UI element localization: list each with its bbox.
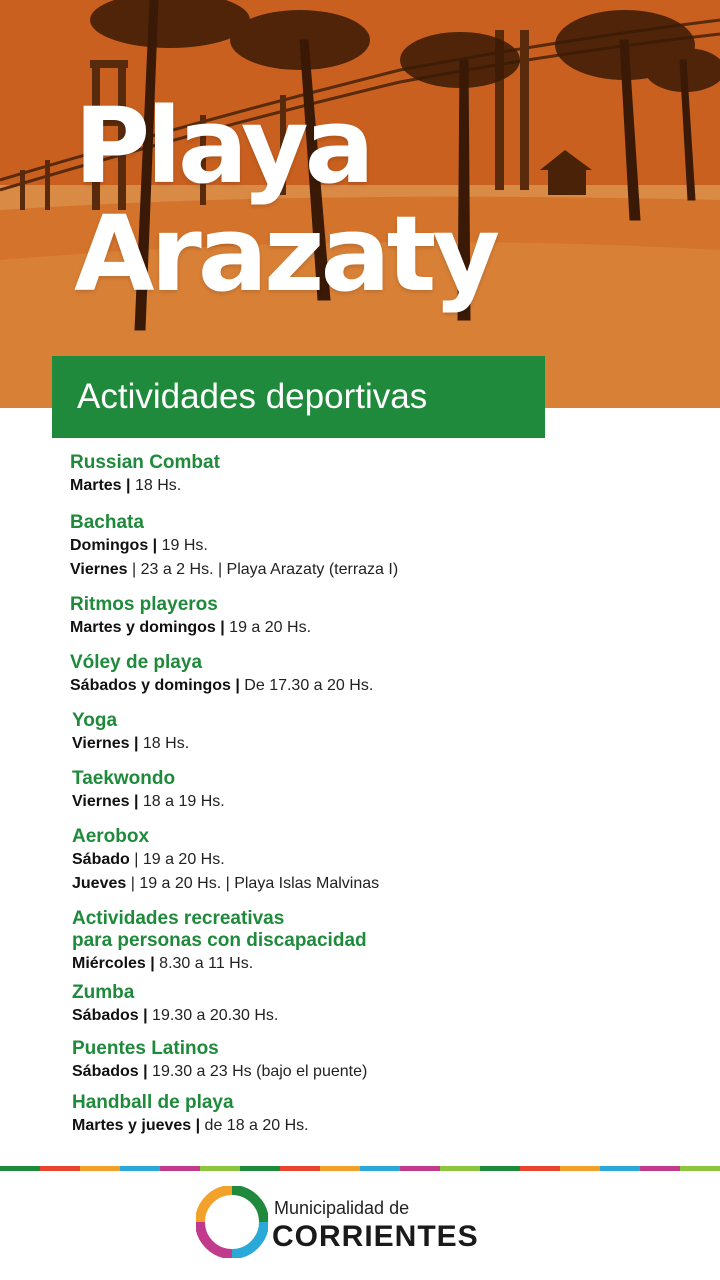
schedule-line: Martes | 18 Hs. xyxy=(70,477,182,494)
activity-name: Russian Combat xyxy=(70,452,220,473)
list-item xyxy=(70,452,690,498)
schedule-line: Domingos | 19 Hs. xyxy=(70,537,208,554)
activity-name: Actividades recreativas xyxy=(72,908,285,929)
schedule-line: Miércoles | 8.30 a 11 Hs. xyxy=(72,955,254,972)
footer-line-2: CORRIENTES xyxy=(272,1220,479,1253)
schedule-line: Martes y jueves | de 18 a 20 Hs. xyxy=(72,1117,309,1134)
schedule-line: Viernes | 18 Hs. xyxy=(72,735,190,752)
list-item xyxy=(70,594,690,640)
schedule-line: Viernes | 23 a 2 Hs. | Playa Arazaty (terraza I) xyxy=(70,561,399,578)
activity-name-line-2: para personas con discapacidad xyxy=(72,930,367,951)
schedule-line: Jueves | 19 a 20 Hs. | Playa Islas Malvinas xyxy=(72,875,380,892)
schedule-line: Martes y domingos | 19 a 20 Hs. xyxy=(70,619,312,636)
list-item xyxy=(72,826,692,896)
schedule-line: Sábados y domingos | De 17.30 a 20 Hs. xyxy=(70,677,374,694)
list-item xyxy=(70,512,690,582)
color-stripe xyxy=(0,1166,720,1171)
footer-logo xyxy=(196,1186,526,1258)
schedule-line: Sábados | 19.30 a 20.30 Hs. xyxy=(72,1007,279,1024)
list-item xyxy=(72,1092,692,1138)
list-item xyxy=(72,908,692,976)
activity-name: Handball de playa xyxy=(72,1092,234,1113)
list-item xyxy=(72,982,692,1028)
page-title xyxy=(74,85,497,315)
activity-name: Zumba xyxy=(72,982,135,1003)
footer-line-1: Municipalidad de xyxy=(274,1198,410,1218)
activity-name: Puentes Latinos xyxy=(72,1038,219,1059)
activity-name: Bachata xyxy=(70,512,144,533)
activity-name: Aerobox xyxy=(72,826,150,847)
list-item xyxy=(70,652,690,698)
list-item xyxy=(72,1038,692,1084)
activity-name: Taekwondo xyxy=(72,768,176,789)
list-item xyxy=(72,710,692,756)
section-banner: Actividades deportivas xyxy=(52,356,545,438)
activity-name: Yoga xyxy=(72,710,118,731)
title-line-1: Playa xyxy=(74,85,371,207)
schedule-line: Sábado | 19 a 20 Hs. xyxy=(72,851,225,868)
activity-name: Ritmos playeros xyxy=(70,594,218,615)
hero-photo xyxy=(0,0,720,408)
schedule-line: Viernes | 18 a 19 Hs. xyxy=(72,793,225,810)
activity-name: Vóley de playa xyxy=(70,652,203,673)
list-item xyxy=(72,768,692,814)
schedule-line: Sábados | 19.30 a 23 Hs (bajo el puente) xyxy=(72,1063,368,1080)
title-line-2: Arazaty xyxy=(74,193,497,315)
municipality-logo-icon xyxy=(196,1186,268,1258)
